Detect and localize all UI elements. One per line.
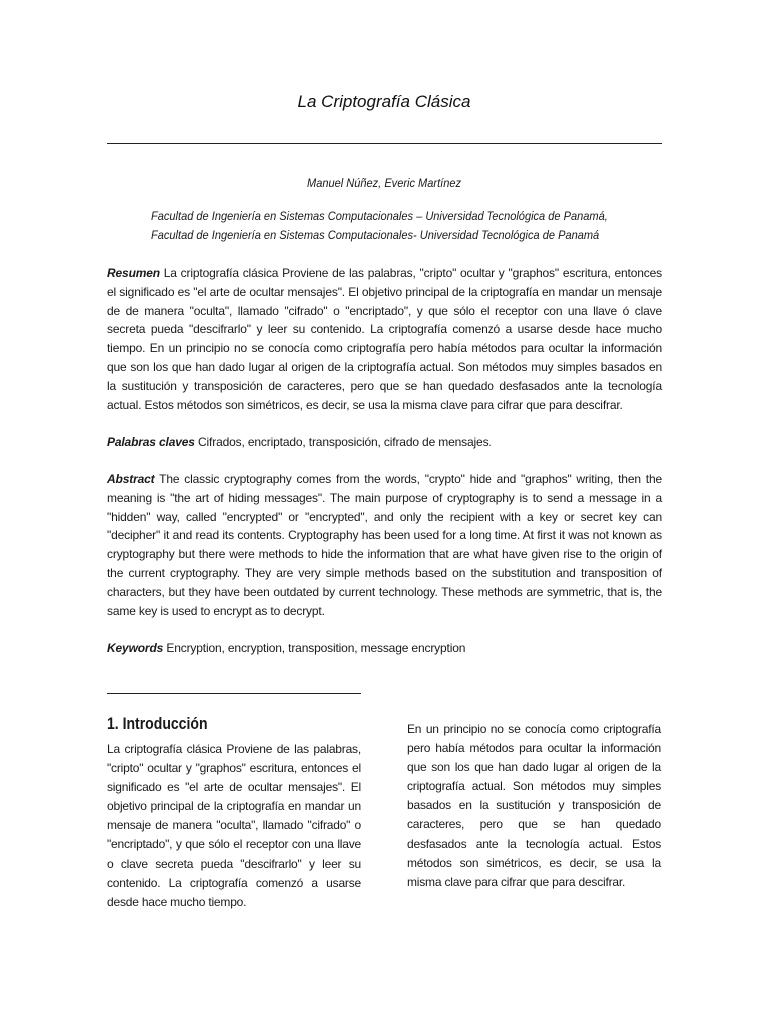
affiliation-1: Facultad de Ingeniería en Sistemas Computacionales – Universidad Tecnológica de Panamá, [151, 209, 608, 223]
paper-title: La Criptografía Clásica [297, 92, 471, 111]
abstract-text: The classic cryptography comes from the words, "crypto" hide and "graphos" writing, then the meaning is "the art of hiding messages". The main purpose of cryptography is to send a message in a "hidden" way, called "encrypted" or "encrypted", and only the recipient with a key or secret key can "decipher" it and read its contents. Cryptography has been used for a long time. At first it was not known as cryptography but there were methods to hide the information that are what have given rise to the origin of the current cryptography. They are very simple methods based on the substitution and transposition of characters, but they have been outdated by current technology. These methods are symmetric, that is, the same key is used to encrypt as to decrypt. [107, 472, 662, 618]
keywords-label: Keywords [107, 641, 164, 655]
palabras-claves-text: Cifrados, encriptado, transposición, cifrado de mensajes. [194, 435, 492, 449]
section-heading: 1. Introducción [107, 715, 208, 733]
intro-right-column: En un principio no se conocía como criptografía pero había métodos para ocultar la información que son los que han dado lugar al origen de la criptografía actual. Son métodos muy simples basados en la sustitución y transposición de caracteres, pero que se han quedado desfasados ante la tecnología actual. Estos métodos son simétricos, es decir, se usa la misma clave para cifrar que para descifrar. [407, 722, 661, 889]
palabras-claves-label: Palabras claves [107, 435, 195, 449]
keywords-paragraph [107, 639, 662, 658]
authors: Manuel Núñez, Everic Martínez [306, 176, 462, 190]
resumen-text: La criptografía clásica Proviene de las palabras, "cripto" ocultar y "graphos" escritura, entonces el significado es "el arte de ocultar mensajes". El objetivo principal de la criptografía en mandar un mensaje de de manera "oculta", llamado "cifrado" o "encriptado", y que sólo el receptor con una llave ó clave secreta pueda "descifrarlo" y leer su contenido. La criptografía comenzó a usarse desde hace mucho tiempo. En un principio no se conocía como criptografía pero había métodos para ocultar la información que son los que han dado lugar al origen de la criptografía actual. Son métodos muy simples basados en la sustitución y transposición de caracteres, pero que se han quedado desfasados ante la tecnología actual. Estos métodos son simétricos, es decir, se usa la misma clave para cifrar que para descifrar. [107, 266, 662, 412]
resumen-paragraph [107, 264, 662, 414]
abstract-label: Abstract [107, 472, 155, 486]
abstract-paragraph [107, 470, 662, 620]
resumen-label: Resumen [107, 266, 160, 280]
palabras-claves-paragraph [107, 433, 662, 452]
section-divider [107, 693, 361, 694]
title-divider [107, 143, 662, 144]
affiliation-2: Facultad de Ingeniería en Sistemas Computacionales- Universidad Tecnológica de Panamá [151, 228, 600, 242]
intro-left-column: La criptografía clásica Proviene de las palabras, "cripto" ocultar y "graphos" escritura, entonces el significado es "el arte de ocultar mensajes". El objetivo principal de la criptografía en mandar un mensaje de manera "oculta", llamado "cifrado" o "encriptado", y que sólo el receptor con una llave o clave secreta pueda "descifrarlo" y leer su contenido. La criptografía comenzó a usarse desde hace mucho tiempo. [107, 742, 361, 909]
keywords-text: Encryption, encryption, transposition, message encryption [163, 641, 466, 655]
